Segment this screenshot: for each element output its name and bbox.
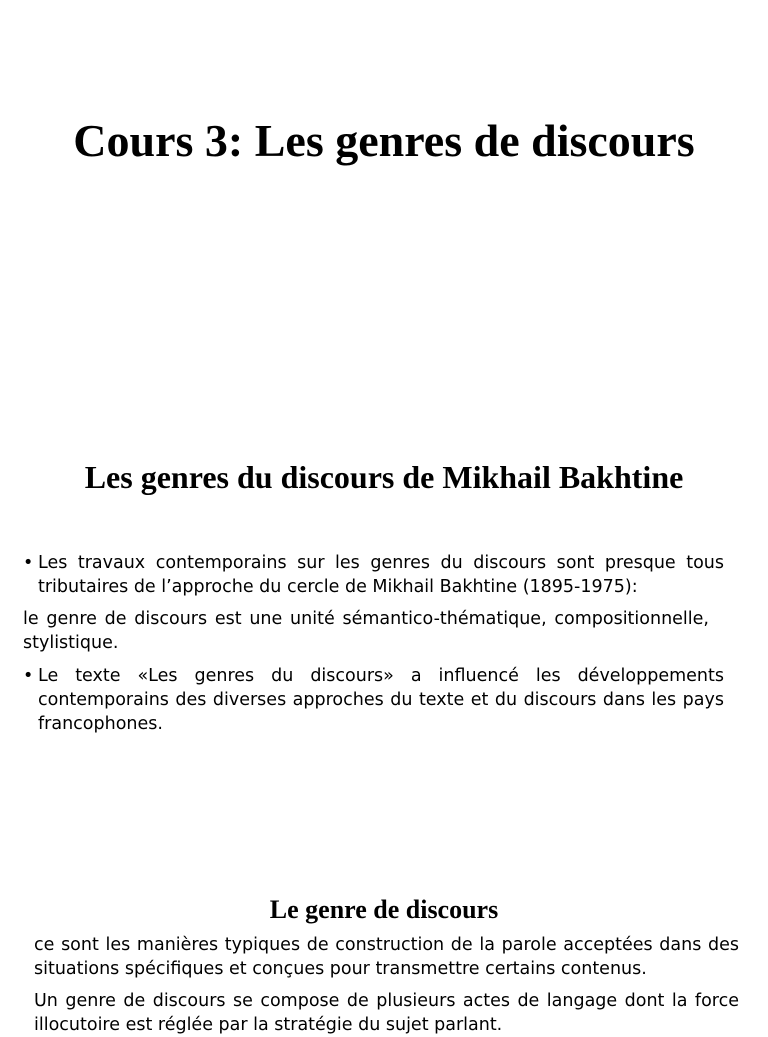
paragraph: Un genre de discours se compose de plusieurs actes de langage dont la force illocutoire est réglée par la stratégie du sujet parlant. [34,991,739,1035]
paragraph: ce sont les manières typiques de construction de la parole acceptées dans des situations spécifiques et conçues pour transmettre certains contenus. [34,935,739,979]
bullet-item [23,551,724,599]
section-title: Les genres du discours de Mikhail Bakhtine [84,459,684,495]
slide-title [0,0,768,432]
course-title: Cours 3: Les genres de discours [73,115,695,166]
bullet-item [23,664,724,736]
slide-genre-definition [0,864,768,1035]
paragraph: le genre de discours est une unité sémantico-thématique, compositionnelle, stylistique. [23,609,709,653]
bullet-text: Le texte «Les genres du discours» a influencé les développements contemporains des diverses approches du texte et du discours dans les pays francophones. [38,666,724,734]
bullet-icon: • [23,666,34,686]
bullet-text: Les travaux contemporains sur les genres du discours sont presque tous tributaires de l’approche du cercle de Mikhail Bakhtine (1895-1975): [38,553,724,597]
subsection-title: Le genre de discours [269,895,499,924]
slide-bakhtine [0,432,768,864]
bullet-icon: • [23,553,34,573]
